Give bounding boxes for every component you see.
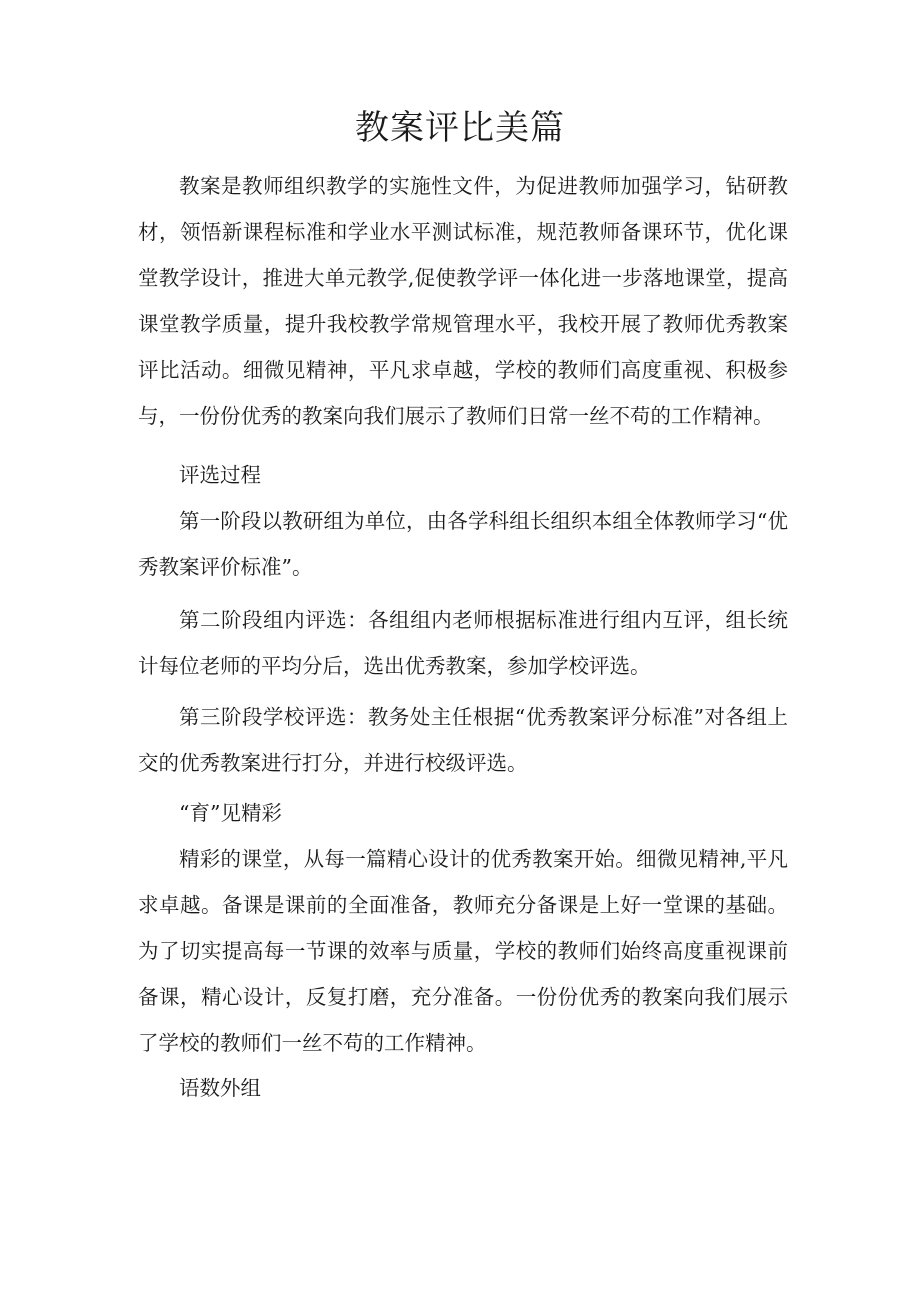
highlight-paragraph: 精彩的课堂，从每一篇精心设计的优秀教案开始。细微见精神,平凡求卓越。备课是课前的全面准备，教师充分备课是上好一堂课的基础。为了切实提高每一节课的效率与质量，学校的教师们始终高度重视课前备课，精心设计，反复打磨，充分准备。一份份优秀的教案向我们展示了学校的教师们一丝不苟的工作精神。 [138, 847, 788, 1055]
stage-three-paragraph: 第三阶段学校评选：教务处主任根据“优秀教案评分标准”对各组上交的优秀教案进行打分，并进行校级评选。 [138, 705, 788, 775]
document-title: 教案评比美篇 [355, 108, 565, 148]
intro-paragraph: 教案是教师组织教学的实施性文件，为促进教师加强学习，钻研教材，领悟新课程标准和学业水平测试标准，规范教师备课环节，优化课堂教学设计，推进大单元教学,促使教学评一体化进一步落地课堂，提高课堂教学质量，提升我校教学常规管理水平，我校开展了教师优秀教案评比活动。细微见精神，平凡求卓越，学校的教师们高度重视、积极参与，一份份优秀的教案向我们展示了教师们日常一丝不苟的工作精神。 [138, 174, 788, 428]
group-heading: 语数外组 [179, 1076, 261, 1100]
selection-process-heading: 评选过程 [179, 463, 261, 487]
stage-two-paragraph: 第二阶段组内评选：各组组内老师根据标准进行组内互评，组长统计每位老师的平均分后，选出优秀教案，参加学校评选。 [138, 608, 788, 678]
stage-one-paragraph: 第一阶段以教研组为单位，由各学科组长组织本组全体教师学习“优秀教案评价标准”。 [138, 509, 788, 579]
highlight-heading: “育”见精彩 [179, 801, 282, 825]
